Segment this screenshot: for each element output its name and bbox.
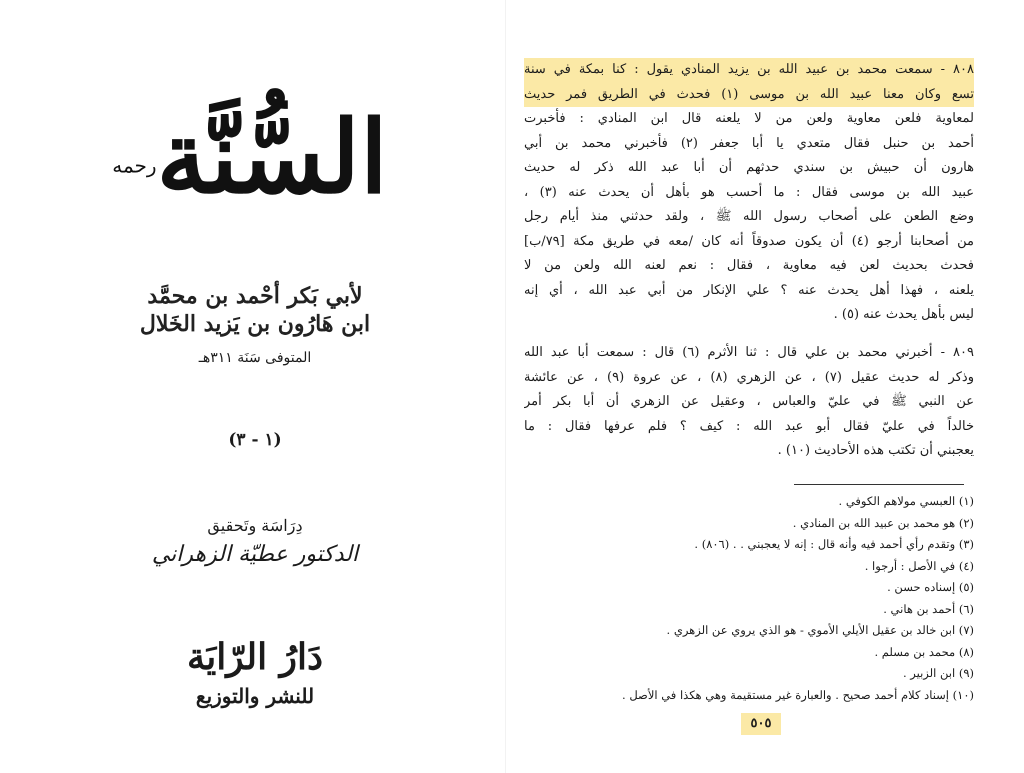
study-label: دِرَاسَة وتَحقيق: [207, 516, 303, 535]
text-page: [505, 0, 1024, 773]
footnote: (٢) هو محمد بن عبيد الله بن المنادي .: [792, 515, 974, 530]
footnote: (٥) إسناده حسن .: [887, 580, 974, 594]
author-line-1: لأبي بَكر أحْمد بن محمَّد: [147, 283, 363, 309]
text-line: ليس بأهل يحدث عنه (٥) .: [833, 307, 974, 322]
editor-name: الدكتور عطيّة الزهراني: [151, 542, 359, 567]
text-line: أحمد بن حنبل فقال متعدي يا أبا جعفر (٢) فأخبرني محمد بن أبي: [524, 135, 974, 151]
text-line: خالداً في عليّ فقال أبو عبد الله : كيف ؟ فلم عرفها فقال : ما: [524, 418, 974, 434]
death-date: المتوفى سَنَة ٣١١هـ: [198, 350, 312, 366]
book-title-text: السُّنَّة: [156, 98, 388, 216]
page-number: ٥٠٥: [741, 713, 781, 735]
footnote: (١) العبسي مولاهم الكوفي .: [838, 494, 974, 508]
text-line: عن النبي ﷺ في عليّ والعباس ، وعقيل عن الزهري أن أبا بكر أمر: [524, 394, 974, 409]
book-title: [70, 95, 430, 220]
footnote-separator: [794, 484, 964, 485]
publisher-logo: دَارُ الرّايَة: [186, 636, 324, 678]
footnote: (٨) محمد بن مسلم .: [874, 644, 974, 659]
footnote: (٣) وتقدم رأي أحمد فيه وأنه قال : إنه لا يعجبني . . (٨٠٦) .: [694, 537, 974, 551]
publisher-tagline: للنشر والتوزيع: [195, 684, 315, 708]
paragraph-809: [524, 341, 974, 464]
paragraph-808: [524, 58, 974, 328]
text-line: تسع وكان معنا عبيد الله بن موسى (١) فحدث في الطريق فمر حديث: [524, 83, 974, 108]
text-line: عبيد الله بن موسى فقال : ما أحسب هو بأهل أن يحدث عنه (٣) ،: [524, 184, 974, 200]
text-line: يلعنه ، فهذا أهل يحدث عنه ؟ علي الإنكار من أبي عبد الله ، أي إنه: [524, 282, 974, 298]
volume-range: (١ - ٣): [228, 430, 282, 450]
text-line: فحدث بحديث لعن فيه معاوية ، فقال : نعم لعنه الله ولعن من لا: [524, 258, 974, 273]
text-line: يعجبني أن تكتب هذه الأحاديث (١٠) .: [777, 443, 974, 458]
text-line: لمعاوية فلعن معاوية ولعن من لا يلعنه قال ابن المنادي : فأخبرت: [524, 111, 974, 126]
footnote: (٩) ابن الزبير .: [902, 666, 974, 680]
text-line: من أصحابنا أرجو (٤) أن يكون صدوقاً أنه كان /معه في طريق مكة [٧٩/ب]: [524, 233, 974, 249]
footnote: (٦) أحمد بن هاني .: [883, 601, 974, 616]
footnotes: [524, 491, 974, 706]
text-line: ٨٠٩ - أخبرني محمد بن علي قال : ثنا الأثرم (٦) قال : سمعت أبا عبد الله: [524, 345, 974, 360]
footnote: (٤) في الأصل : أرجوا .: [864, 558, 974, 573]
footnote: (١٠) إسناد كلام أحمد صحيح . والعبارة غير مستقيمة وهي هكذا في الأصل .: [622, 687, 974, 702]
text-line: وذكر له حديث عقيل (٧) ، عن الزهري (٨) ، عن عروة (٩) ، عن عائشة: [524, 369, 974, 385]
text-line: هارون أن حبيش بن سندي حدثهم أن أبا عبد الله ذكر له حديث: [524, 160, 974, 175]
text-line: ٨٠٨ - سمعت محمد بن عبيد الله بن يزيد المنادي يقول : كنا بمكة في سنة: [524, 58, 974, 83]
footnote: (٧) ابن خالد بن عقيل الأيلي الأموي - هو الذي يروي عن الزهري .: [666, 623, 974, 637]
text-line: وضع الطعن على أصحاب رسول الله ﷺ ، ولقد حدثني منذ أيام رجل: [524, 209, 974, 224]
author-line-2: ابن هَارُون بن يَزيد الخَلال: [139, 311, 371, 337]
cover-page: [0, 0, 505, 773]
title-ornament: رحمه: [112, 153, 157, 178]
